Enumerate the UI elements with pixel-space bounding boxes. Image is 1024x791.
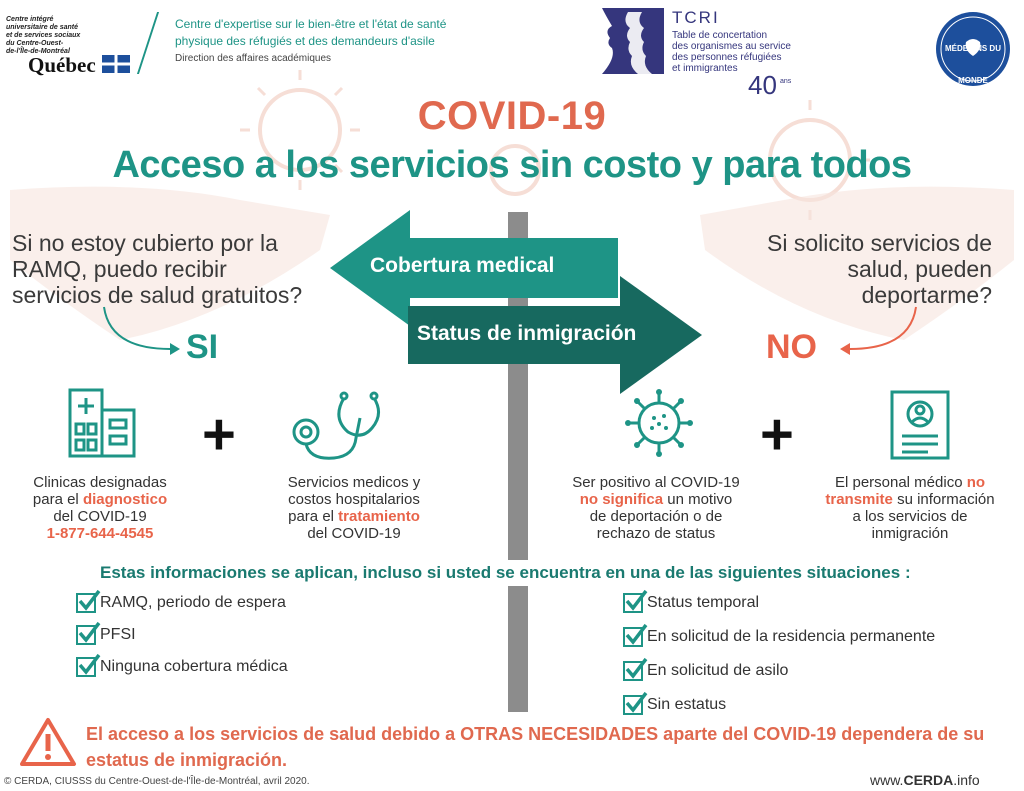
copyright: © CERDA, CIUSSS du Centre-Ouest-de-l'Île-de-Montréal, avril 2020. <box>4 776 310 787</box>
pos-line4: rechazo de status <box>596 525 716 542</box>
list-item <box>623 592 935 614</box>
trans-line2 <box>800 491 1020 508</box>
treat-line3 <box>262 508 446 525</box>
trans-line1 <box>800 474 1020 491</box>
treatment-info <box>262 474 446 542</box>
right-question-line: Si solicito servicios de <box>767 230 992 256</box>
cobertura-arrow-label: Cobertura medical <box>370 254 555 277</box>
checkbox-icon <box>76 657 96 677</box>
left-question-line: servicios de salud gratuitos? <box>12 282 303 308</box>
site-pre: www. <box>870 772 904 788</box>
left-curve-arrow <box>100 305 190 360</box>
right-answer: NO <box>766 328 817 366</box>
diag-line1: Clinicas designadas <box>33 474 167 491</box>
list-item-label: Sin estatus <box>647 696 727 713</box>
quebec-line: universitaire de santé <box>6 24 78 31</box>
quebec-line: de-l'Île-de-Montréal <box>6 48 70 55</box>
hospital-icon <box>66 386 140 460</box>
tcri-ans: ans <box>780 78 792 85</box>
list-item <box>623 660 935 682</box>
trans-line3: a los servicios de <box>852 508 968 525</box>
list-item-label: En solicitud de asilo <box>647 662 789 679</box>
tcri-line: des personnes réfugiées <box>672 52 782 63</box>
checkbox-icon <box>623 627 643 647</box>
trans-line1a: El personal médico <box>834 474 967 491</box>
page-title: COVID-19 <box>417 94 607 138</box>
list-item-label: PFSI <box>100 626 136 643</box>
centre-line2: physique des réfugiés et des demandeurs d'asile <box>175 34 435 48</box>
centre-line3: Direction des affaires académiques <box>175 53 332 64</box>
positive-info <box>556 474 756 542</box>
situations-right-list <box>623 592 935 716</box>
situations-left-list <box>76 592 288 678</box>
plus-sign: + <box>202 402 236 467</box>
left-question-line: Si no estoy cubierto por la <box>12 230 278 256</box>
page-subtitle: Acceso a los servicios sin costo y para todos <box>112 144 912 186</box>
pos-line2 <box>556 491 756 508</box>
pos-line1: Ser positivo al COVID-19 <box>572 474 740 491</box>
plus-sign: + <box>760 402 794 467</box>
tcri-line: des organismes au service <box>672 41 791 52</box>
right-question-line: salud, pueden <box>847 256 992 282</box>
id-card-icon <box>888 388 952 462</box>
pos-line2b: un motivo <box>663 491 733 508</box>
warning-line1: El acceso a los servicios de salud debido a OTRAS NECESIDADES aparte del COVID-19 dependera de su <box>86 724 985 744</box>
pos-highlight: no significa <box>579 491 664 508</box>
list-item-label: Status temporal <box>647 594 760 611</box>
quebec-line: et de services sociaux <box>6 32 81 39</box>
trans-no: no <box>966 474 986 491</box>
warning-line2: estatus de inmigración. <box>86 750 288 770</box>
diag-line2 <box>10 491 190 508</box>
site-bold: CERDA <box>903 772 954 788</box>
quebec-name: Québec <box>28 53 96 77</box>
diag-highlight: diagnostico <box>82 491 168 508</box>
tcri-name: TCRI <box>672 8 720 27</box>
checkbox-icon <box>623 593 643 613</box>
trans-highlight: transmite <box>825 491 893 508</box>
checkbox-icon <box>76 625 96 645</box>
quebec-line: du Centre-Ouest- <box>6 40 64 47</box>
tcri-years: 40 <box>748 70 777 100</box>
tcri-line: Table de concertation <box>672 30 768 41</box>
website-link[interactable] <box>870 772 980 788</box>
treat-line3a: para el <box>288 508 339 525</box>
list-item-label: Ninguna cobertura médica <box>100 658 288 675</box>
stethoscope-icon <box>288 388 398 462</box>
right-question <box>700 230 992 308</box>
treat-line1: Servicios medicos y <box>287 474 421 491</box>
list-item <box>76 656 288 678</box>
mdm-text: MÉDECINS DU MONDE <box>944 44 1001 85</box>
trans-line2b: su información <box>892 491 995 508</box>
diag-line3: del COVID-19 <box>53 508 147 525</box>
pos-line3: de deportación o de <box>589 508 723 525</box>
phone-number[interactable]: 1-877-644-4545 <box>46 525 154 542</box>
diag-line2a: para el <box>32 491 83 508</box>
right-question-line: deportarme? <box>861 282 992 308</box>
checkbox-icon <box>623 661 643 681</box>
warning-text <box>86 721 1006 773</box>
list-item <box>623 694 935 716</box>
quebec-line: Centre intégré <box>6 16 54 23</box>
checkbox-icon <box>76 593 96 613</box>
virus-icon <box>624 388 694 458</box>
warning-icon <box>18 716 78 768</box>
site-post: .info <box>953 772 980 788</box>
transmit-info <box>800 474 1020 542</box>
left-question-line: RAMQ, puedo recibir <box>12 256 227 282</box>
tcri-line: et immigrantes <box>672 63 738 74</box>
list-item <box>623 626 935 648</box>
left-question <box>12 230 302 308</box>
situations-heading: Estas informaciones se aplican, incluso si usted se encuentra en una de las siguientes situaciones : <box>100 563 911 582</box>
diagnostic-info <box>10 474 190 542</box>
treat-line4: del COVID-19 <box>307 525 401 542</box>
right-curve-arrow <box>830 305 920 360</box>
left-answer: SI <box>186 328 219 366</box>
list-item <box>76 592 288 614</box>
list-item-label: En solicitud de la residencia permanente <box>647 628 936 645</box>
status-arrow-label: Status de inmigración <box>417 322 637 345</box>
list-item-label: RAMQ, periodo de espera <box>100 594 286 611</box>
treat-highlight: tratamiento <box>338 508 420 525</box>
list-item <box>76 624 288 646</box>
checkbox-icon <box>623 695 643 715</box>
trans-line4: inmigración <box>871 525 949 542</box>
centre-line1: Centre d'expertise sur le bien-être et l'état de santé <box>175 17 447 31</box>
treat-line2: costos hospitalarios <box>288 491 420 508</box>
